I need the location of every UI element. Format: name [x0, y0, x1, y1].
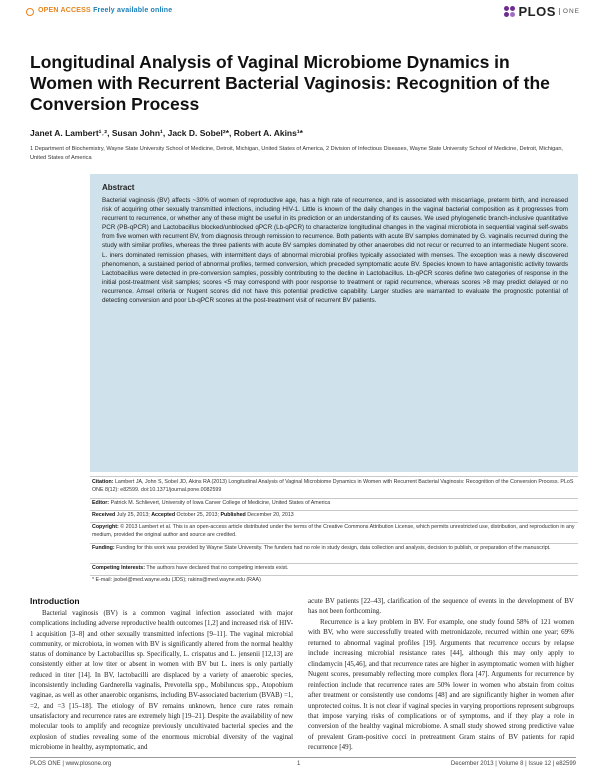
footer-issue: December 2013 | Volume 8 | Issue 12 | e82599	[450, 761, 576, 767]
editor-text: Patrick M. Schlievert, University of Iowa Carver College of Medicine, United States of America	[110, 500, 331, 506]
body-paragraph: Recurrence is a key problem in BV. For example, one study found 58% of 121 women with BV, who were successfully treated with metronidazole, recurred within one year; 69% returned to abnormal vaginal profiles [19]. Arguments that recurrence occurs by relapse include increasing microbial resistance rates [44], although this may only apply to clindamycin [45,46], and that recurrence rates are higher in asymptomatic women with higher Nugent scores, presumably reflecting more complex flora [47]. Arguments for recurrence by reinfection include that recurrence rates are 50% lower in women who abstain from coitus after treatment or consistently use condoms [48] and are significantly higher in women after unprotected coitus. It is not clear if vaginal species in varying proportions represent subgroups that impose varying risks of complications or of symptoms, and if they play a role in conversion of the healthy vaginal microbiome. A small study showed strong predictive value of prevalent Gram-positive cocci in pretreatment Gram stains of BV patients for rapid recurrence [49].	[308, 617, 574, 752]
editor-label: Editor:	[92, 500, 110, 506]
citation-label: Citation:	[92, 479, 114, 485]
plos-logo-sub: ONE	[559, 8, 580, 15]
competing-interests	[92, 565, 576, 573]
meta-divider	[90, 575, 578, 576]
published-date: December 20, 2013	[247, 512, 294, 518]
accepted-date: October 25, 2013;	[176, 512, 219, 518]
funding	[92, 545, 576, 553]
abstract-text: Bacterial vaginosis (BV) affects ~30% of women of reproductive age, has a high rate of recurrence, and is associated with miscarriage, preterm birth, and increased risk of acquiring other sexually transmitted infections, including HIV-1. Little is known of the daily changes in the vaginal bacterial composition as it progresses from recurrent to recurrence, or whether any of these might be useful in its prediction or an understanding of its causes. We used phylogenetic branch-inclusive quantitative PCR (PB-qPCR) and Lactobacillus blocked/unblocked qPCR (Lb-qPCR) to characterize longitudinal changes in the vaginal microbiota in sequential vaginal self-swabs from five women with recurrent BV, from diagnosis through remission to recurrence. Both patients with acute BV samples dominated by G. vaginalis recurred during the study with similar profiles, whereas the three patients with acute BV samples dominated by other anaerobes did not recur or recurred to an intermediate Nugent score. L. iners dominated remission phases, with intermittent days of abnormal microbial profiles typically associated with menses. The exception was a newly discovered phenomenon, a sustained period of abnormal profiles, termed conversion, which preceded symptomatic acute BV. Species known to have antagonistic activity towards Lactobacillus were detected in pre-conversion samples, possibly contributing to the decline in Lactobacillus. Lb-qPCR scores define two categories of response in the initial post-treatment visit samples; scores <5 may correspond with poor response to treatment or rapid recurrence, whereas scores >8 may predict delayed or no recurrence. Amsel criteria or Nugent scores did not have this potential predictive capability. Larger studies are warranted to evaluate the prognostic potential of detecting conversion and poor Lb-qPCR scores at the post-treatment visit of recurrent BV patients.	[102, 197, 568, 305]
funding-label: Funding:	[92, 545, 115, 551]
body-column-left	[30, 609, 293, 753]
received-date: July 25, 2013;	[116, 512, 150, 518]
page-number: 1	[297, 761, 301, 767]
meta-divider	[90, 543, 578, 544]
competing-label: Competing Interests:	[92, 565, 145, 571]
editor	[92, 500, 576, 508]
open-access-lock-icon	[26, 8, 34, 16]
received-label: Received	[92, 512, 116, 518]
article-title: Longitudinal Analysis of Vaginal Microbiome Dynamics in Women with Recurrent Bacterial Vaginosis: Recognition of the Conversion Process	[30, 52, 550, 114]
competing-text: The authors have declared that no competing interests exist.	[146, 565, 289, 571]
body-paragraph: acute BV patients [22–43], clarification of the sequence of events in the development of BV has not been forthcoming.	[308, 597, 574, 616]
copyright-label: Copyright:	[92, 524, 119, 530]
plos-one-logo	[504, 4, 581, 19]
published-label: Published	[220, 512, 246, 518]
open-access-label: OPEN ACCESS	[38, 7, 91, 14]
email-text: * E-mail: jsobel@med.wayne.edu (JDS); rakins@med.wayne.edu (RAA)	[92, 577, 261, 583]
accepted-label: Accepted	[151, 512, 176, 518]
plos-logo-word: PLOS	[518, 4, 556, 19]
meta-divider	[90, 510, 578, 511]
footer-divider	[30, 757, 576, 758]
meta-divider	[90, 476, 578, 477]
author-list: Janet A. Lambert¹˒², Susan John¹, Jack D. Sobel²*, Robert A. Akins¹*	[30, 128, 303, 138]
introduction-heading: Introduction	[30, 596, 80, 606]
copyright-text: © 2013 Lambert et al. This is an open-access article distributed under the terms of the Creative Commons Attribution License, which permits unrestricted use, distribution, and reproduction in any medium, provided the original author and source are credited.	[92, 524, 575, 538]
meta-divider	[90, 522, 578, 523]
freely-available-label: Freely available online	[93, 7, 173, 14]
footer-journal-url: PLOS ONE | www.plosone.org	[30, 761, 112, 767]
dates	[92, 512, 576, 520]
abstract-heading: Abstract	[102, 183, 135, 192]
affiliations: 1 Department of Biochemistry, Wayne State University School of Medicine, Detroit, Michigan, United States of America, 2 Division of Infectious Diseases, Wayne State University School of Medicine, Detroit, Michigan, United States of America	[30, 146, 563, 161]
meta-divider	[90, 563, 578, 564]
funding-text: Funding for this work was provided by Wayne State University. The funders had no role in study design, data collection and analysis, decision to publish, or preparation of the manuscript.	[116, 545, 551, 551]
citation	[92, 479, 576, 494]
citation-text: Lambert JA, John S, Sobel JD, Akins RA (2013) Longitudinal Analysis of Vaginal Microbiome Dynamics in Women with Recurrent Bacterial Vaginosis: Recognition of the Conversion Process. PLoS ONE 8(12): e82599. doi:10.1371/journal.pone.0082599	[92, 479, 574, 493]
open-access-banner	[38, 7, 172, 14]
plos-logo-icon	[504, 6, 516, 18]
body-paragraph: Bacterial vaginosis (BV) is a common vaginal infection associated with major complications including adverse reproductive health outcomes [1,2] and increased risk of HIV-1 acquisition [3–8] and other sexually transmitted infections [9–11]. The vaginal microbial community, or microbiota, in women with BV is significantly altered from the normal healthy status of dominance by Lactobacillus sp. Specifically, L. crispatus and L. jensenii [12,13] are consistently either at low titer or absent in women with BV but L. iners is only partially reduced in titer [14]. In BV, lactobacilli are displaced by a variety of anaerobic species, inconsistently including Gardnerella vaginalis, Prevotella spp., Mobiluncus spp., Atopobium vaginae, as well as other anaerobic organisms, including BV-associated bacterium (BVAB) =1, =2, and =3 [15–18]. The etiology of BV remains unknown, hence cure rates remain unsatisfactory and recurrence rates are extremely high [19–21]. Despite the availability of new molecular tools to amplify and recognize previously uncultivated bacterial species and the explosion of studies revealing some of the enormous microbial diversity of the vaginal microbiome in healthy, asymptomatic, and	[30, 610, 293, 751]
body-column-right	[308, 596, 574, 753]
contact-email	[92, 577, 576, 585]
copyright	[92, 524, 576, 539]
meta-divider	[90, 498, 578, 499]
